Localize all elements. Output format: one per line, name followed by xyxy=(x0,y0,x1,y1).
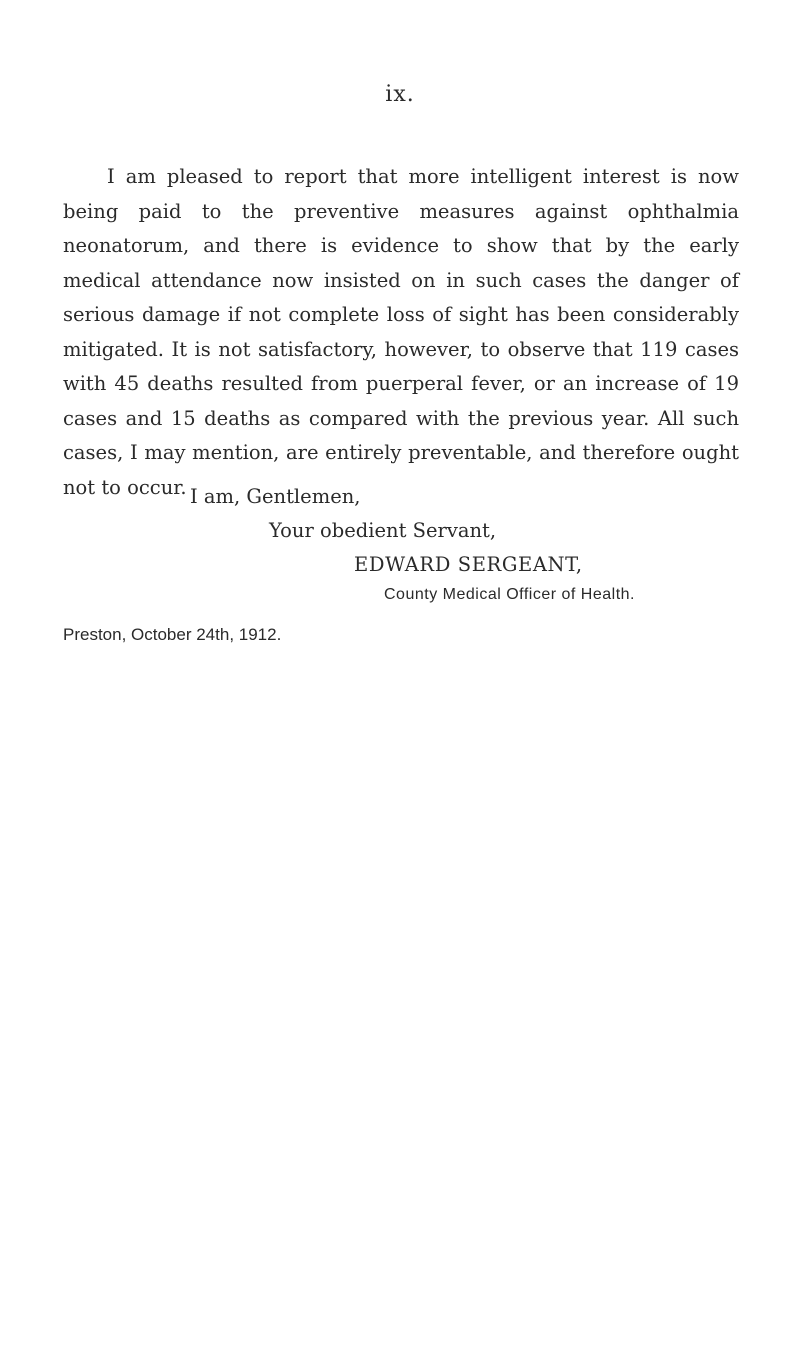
place-and-date: Preston, October 24th, 1912. xyxy=(63,625,282,644)
closing-valediction: Your obedient Servant, xyxy=(269,519,497,542)
signatory-title: County Medical Officer of Health. xyxy=(384,586,635,603)
report-paragraph: I am pleased to report that more intelligent interest is now being paid to the preventive measures against ophthalmia neonatorum, and there is evidence to show that by the early medical attendance now insisted on in such cases the danger of serious damage if not complete loss of sight has been considerably mitigated. It is not satisfactory, however, to observe that 119 cases with 45 deaths resulted from puerperal fever, or an increase of 19 cases and 15 deaths as compared with the previous year. All such cases, I may mention, are entirely preventable, and therefore ought not to occur. xyxy=(63,165,739,499)
page-number: ix. xyxy=(385,82,415,107)
closing-salutation: I am, Gentlemen, xyxy=(190,485,361,508)
signatory-name: EDWARD SERGEANT, xyxy=(354,553,583,576)
